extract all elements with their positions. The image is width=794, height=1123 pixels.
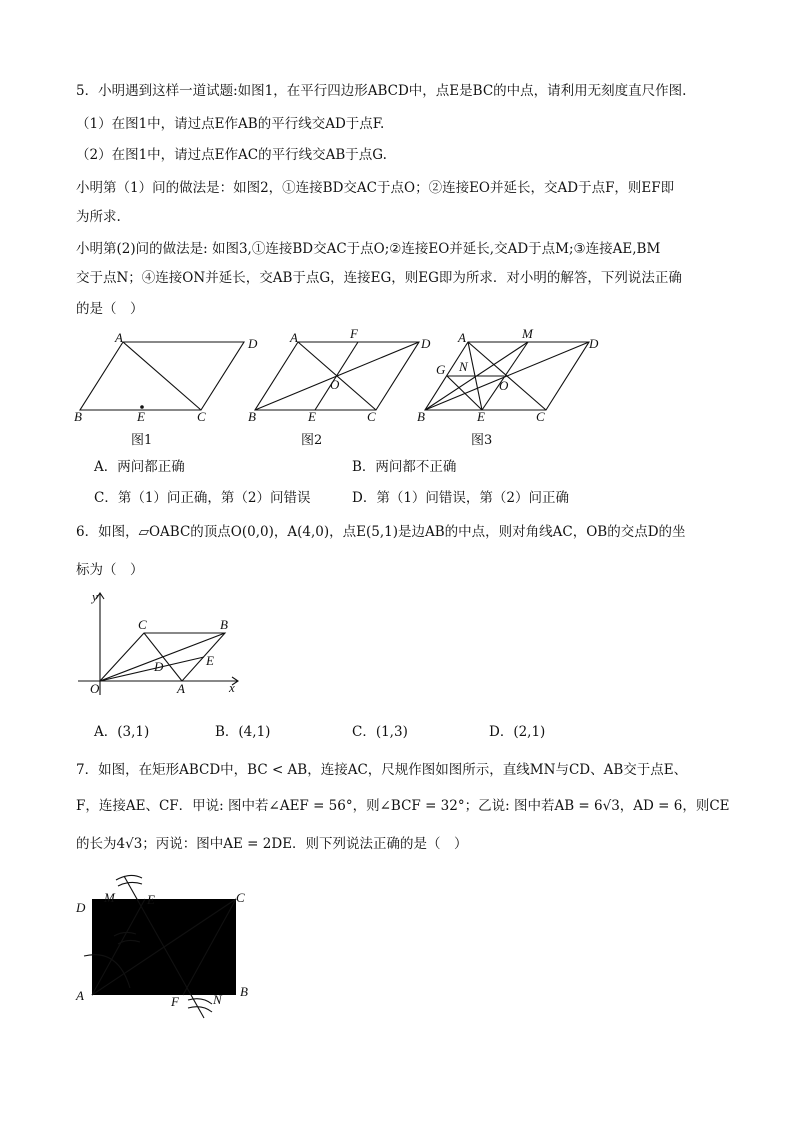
- fig2-line-ef: [315, 342, 358, 410]
- q7-arc-m-2: [118, 882, 142, 886]
- figure-1: [70, 330, 270, 455]
- fig2-label-o: O: [330, 377, 340, 392]
- q6-label-o: O: [90, 681, 100, 696]
- fig2-caption: 图2: [301, 433, 323, 448]
- figure-3: [415, 326, 615, 455]
- q5-option-a[interactable]: A．两问都正确: [94, 459, 185, 475]
- q6-label-e: E: [206, 653, 214, 668]
- q7-label-c: C: [236, 890, 245, 905]
- q7-line-1: 7．如图，在矩形ABCD中，BC < AB，连接AC，尺规作图如图所示，直线MN与CD、AB交于点E、: [76, 762, 688, 778]
- q6-option-c[interactable]: C．(1,3): [352, 724, 408, 740]
- figure-q6-coordinate: [70, 585, 250, 700]
- q6-label-c: C: [138, 617, 147, 632]
- q7-arc-n-1: [188, 999, 212, 1004]
- fig1-label-c: C: [197, 409, 206, 424]
- fig3-caption: 图3: [471, 433, 493, 448]
- q5-line-8: 的是（ ）: [76, 301, 144, 317]
- q5-line-6: 小明第(2)问的做法是: 如图3,①连接BD交AC于点O;②连接EO并延长,交AD于点M;③连接AE,BM: [76, 241, 661, 257]
- q7-line-2: F，连接AE、CF．甲说: 图中若∠AEF = 56°，则∠BCF = 32°；乙说: 图中若AB = 6√3，AD = 6，则CE: [76, 798, 730, 814]
- fig2-label-b: B: [248, 409, 256, 424]
- fig3-line-eg: [447, 376, 482, 410]
- q7-label-b: B: [240, 984, 248, 999]
- q6-label-a: A: [177, 681, 185, 696]
- fig1-label-a: A: [115, 330, 123, 345]
- q7-line-3: 的长为4√3；丙说：图中AE = 2DE．则下列说法正确的是（ ）: [76, 836, 468, 852]
- q7-label-m: M: [104, 890, 115, 905]
- q6-label-x: x: [229, 680, 235, 695]
- q5-option-d[interactable]: D．第（1）问错误，第（2）问正确: [352, 490, 570, 506]
- fig1-label-e: E: [137, 409, 145, 424]
- q6-label-b: B: [220, 617, 228, 632]
- figure-q7-rectangle: [70, 870, 270, 1020]
- q5-option-b[interactable]: B．两问都不正确: [352, 459, 457, 475]
- fig3-label-m: M: [522, 326, 533, 341]
- q7-label-f: F: [171, 994, 179, 1009]
- q6-option-d[interactable]: D．(2,1): [489, 724, 546, 740]
- q5-line-5: 为所求.: [76, 209, 121, 225]
- fig3-label-c: C: [536, 409, 545, 424]
- fig3-label-g: G: [436, 362, 446, 377]
- fig3-label-n: N: [459, 359, 468, 374]
- q7-label-n: N: [213, 992, 222, 1007]
- q7-arc-m-1: [116, 875, 142, 880]
- q6-label-d: D: [154, 659, 164, 674]
- q5-line-1: 5．小明遇到这样一道试题:如图1，在平行四边形ABCD中，点E是BC的中点，请利用无刻度直尺作图.: [76, 83, 687, 99]
- q5-option-c[interactable]: C．第（1）问正确，第（2）问错误: [94, 490, 311, 506]
- q7-label-e: E: [147, 892, 155, 907]
- q6-option-a[interactable]: A．(3,1): [94, 724, 150, 740]
- fig3-label-o: O: [499, 378, 509, 393]
- fig1-label-b: B: [74, 409, 82, 424]
- q6-line-2: 标为（ ）: [76, 562, 144, 578]
- q6-option-b[interactable]: B．(4,1): [215, 724, 271, 740]
- q7-label-a: A: [76, 988, 84, 1003]
- fig1-caption: 图1: [131, 433, 153, 448]
- fig3-label-b: B: [417, 409, 425, 424]
- fig2-label-c: C: [367, 409, 376, 424]
- fig2-label-e: E: [308, 409, 316, 424]
- q5-line-7: 交于点N；④连接ON并延长，交AB于点G，连接EG，则EG即为所求．对小明的解答，下列说法正确: [76, 270, 682, 286]
- fig2-label-f: F: [350, 326, 358, 341]
- fig3-label-a: A: [458, 330, 466, 345]
- fig2-label-d: D: [421, 336, 431, 351]
- q5-line-2: （1）在图1中，请过点E作AB的平行线交AD于点F.: [76, 116, 385, 132]
- fig1-diagonal-ac: [123, 342, 201, 410]
- q7-label-d: D: [76, 900, 86, 915]
- q5-line-3: （2）在图1中，请过点E作AC的平行线交AB于点G.: [76, 147, 387, 163]
- fig3-label-d: D: [589, 336, 599, 351]
- fig2-label-a: A: [290, 330, 298, 345]
- fig1-label-d: D: [248, 336, 258, 351]
- fig3-label-e: E: [477, 409, 485, 424]
- q6-label-y: y: [92, 589, 98, 604]
- q6-line-1: 6．如图，▱OABC的顶点O(0,0)，A(4,0)，点E(5,1)是边AB的中点，则对角线AC，OB的交点D的坐: [76, 524, 686, 540]
- q5-line-4: 小明第（1）问的做法是：如图2，①连接BD交AC于点O；②连接EO并延长，交AD于点F，则EF即: [76, 180, 675, 196]
